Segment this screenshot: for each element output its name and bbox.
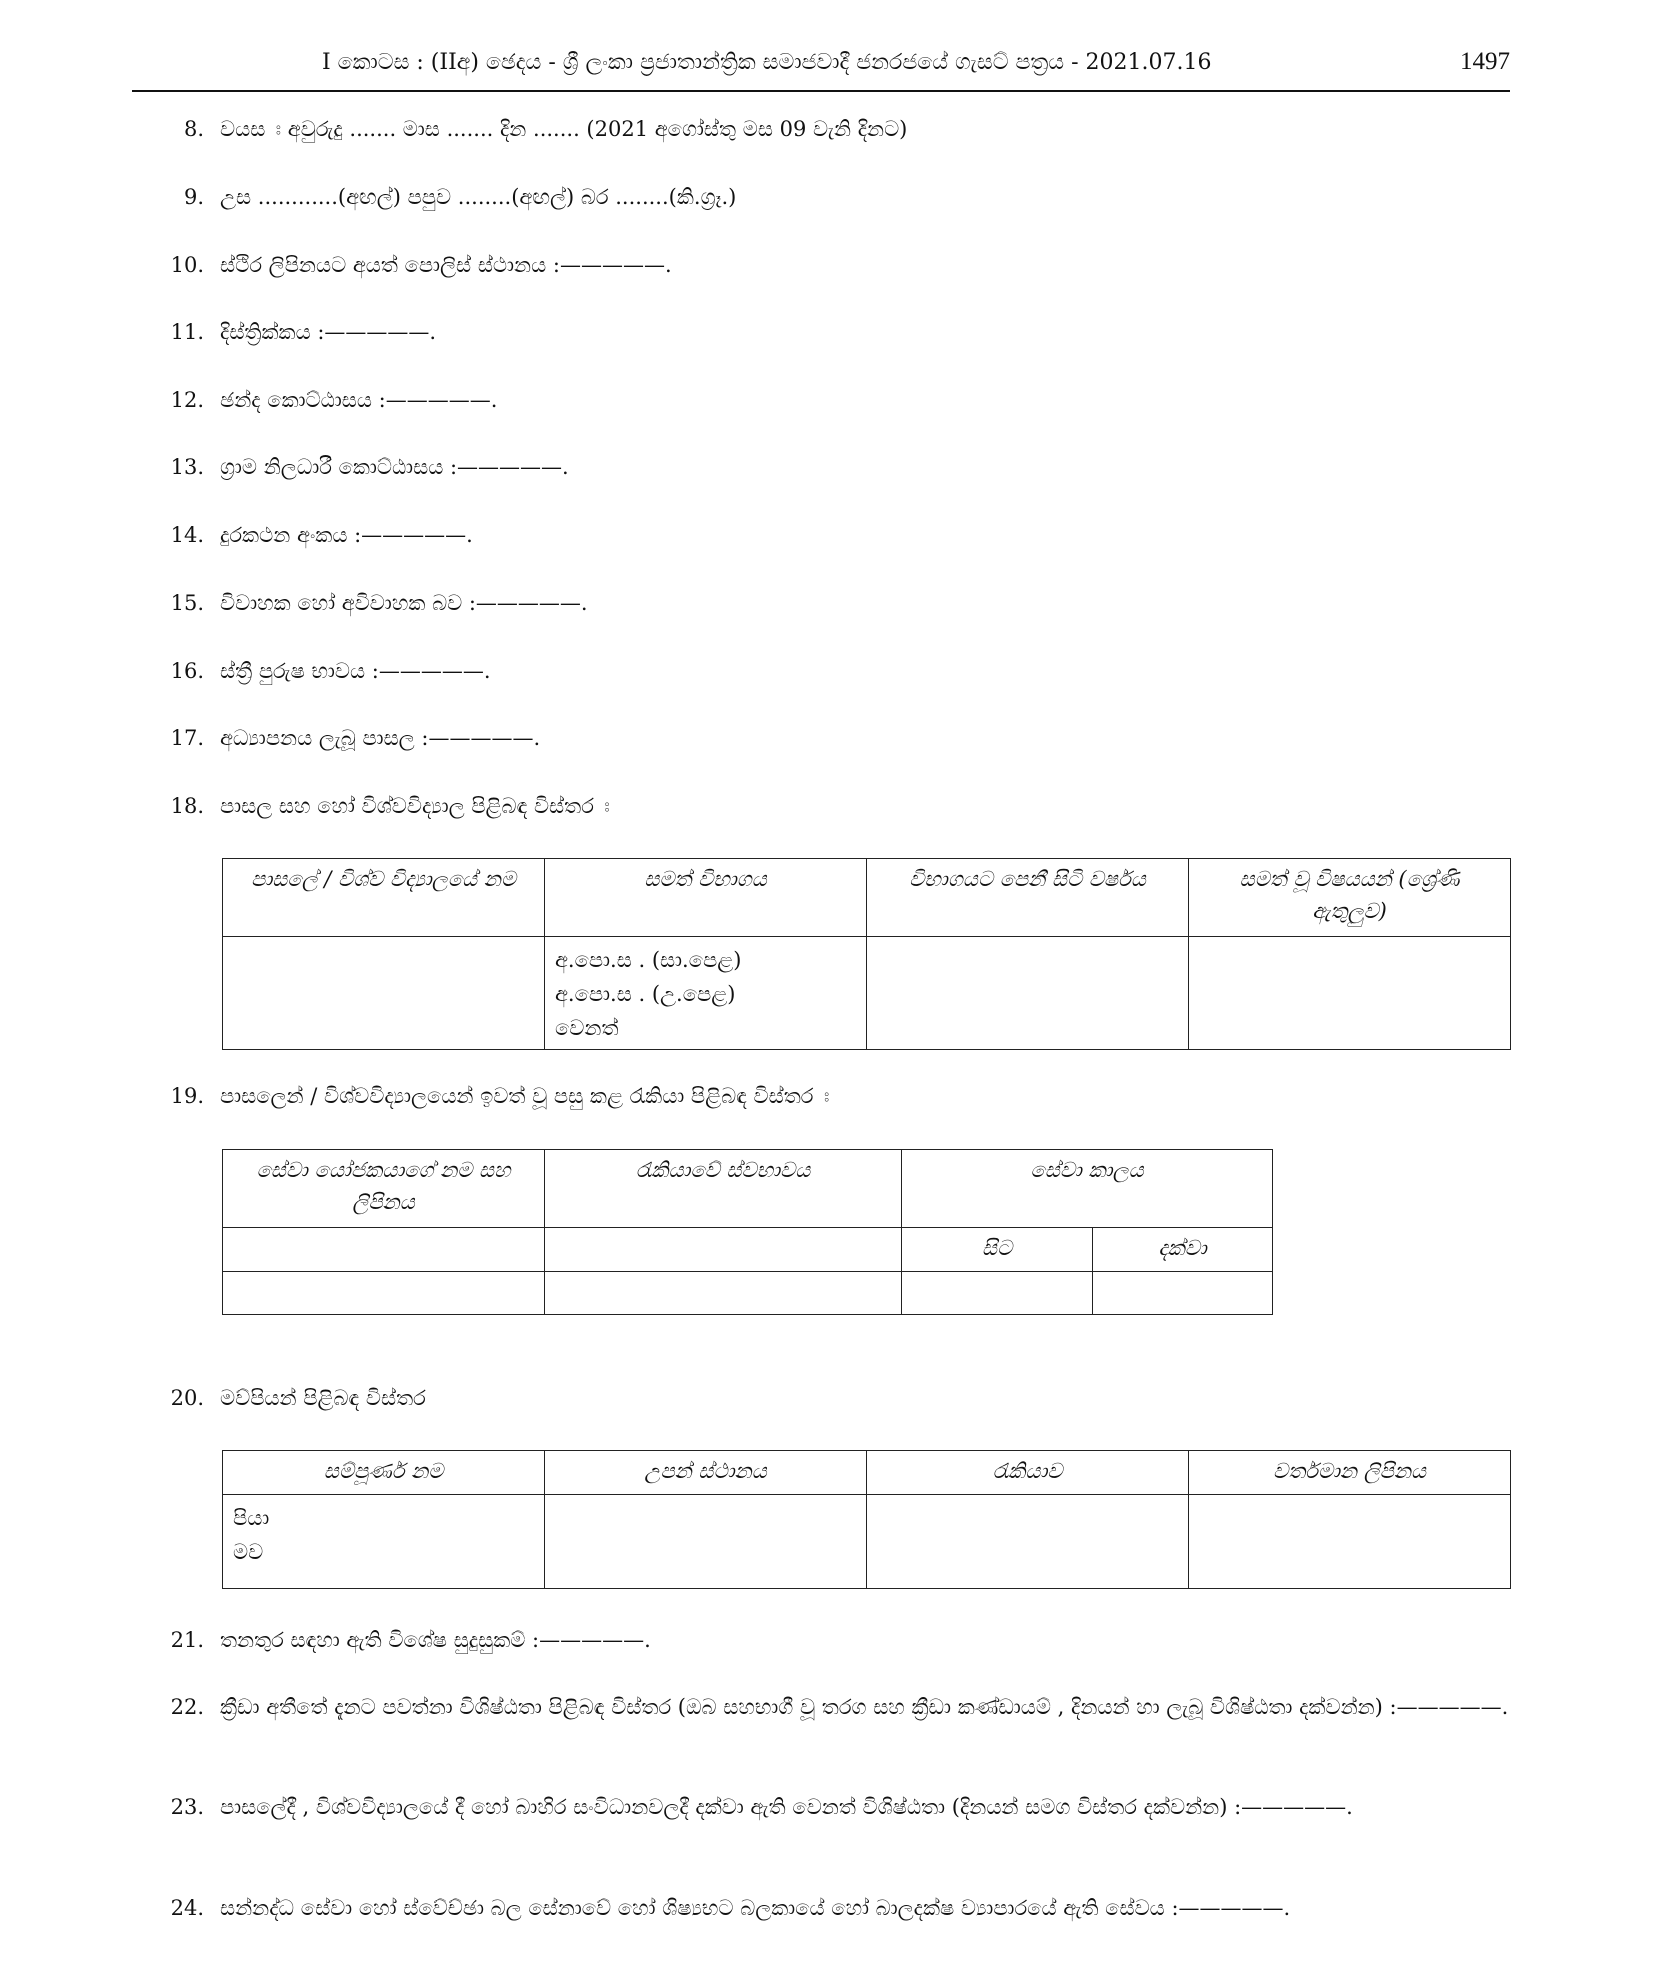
item-number: 17. <box>170 726 204 750</box>
column-header: උපන් ස්ථානය <box>545 1451 867 1495</box>
item-text: ක්‍රීඩා අතීතේ දැනට පවත්නා විශිෂ්ඨතා පිළිබඳ විස්තර (ඔබ සහභාගී වූ තරග සහ ක්‍රීඩා කණ්ඩායම් , දිනයන් හා ලැබූ විශිෂ්ඨතා දක්වන්න) :—————. <box>220 1695 1509 1719</box>
item-text: ස්ථිර ලිපිනයට අයත් පොලිස් ස්ථානය :—————. <box>220 253 672 277</box>
item-text: සන්නද්ධ සේවා හෝ ස්වේච්ඡා බල සේනාවේ හෝ ශිෂ්‍යභට බලකායේ හෝ බාලදක්ෂ ව්‍යාපාරයේ ඇති සේවය :—————. <box>220 1896 1291 1920</box>
item-text: විවාහක හෝ අවිවාහක බව :—————. <box>220 591 588 615</box>
item-number: 18. <box>170 794 204 818</box>
column-header: විභාගයට පෙනී සිටි වර්ෂය <box>867 859 1189 937</box>
table-cell[interactable] <box>545 1272 902 1315</box>
item-text: පාසලේදී , විශ්වවිද්‍යාලයේ දී හෝ බාහිර සංවිධානවලදී දක්වා ඇති වෙනත් විශිෂ්ඨතා (දිනයන් සමග විස්තර දක්වන්න) :—————. <box>220 1795 1353 1819</box>
column-header: රැකියාවේ ස්වභාවය <box>545 1150 902 1228</box>
item-number: 9. <box>183 185 204 209</box>
table-cell[interactable] <box>223 937 545 1050</box>
item-number: 10. <box>170 253 204 277</box>
exam-option: වෙනත් <box>555 1016 619 1040</box>
item-number: 21. <box>170 1628 204 1652</box>
item-number: 11. <box>170 320 204 344</box>
row-label-father: පියා <box>233 1506 270 1530</box>
subheader: දක්වා <box>1093 1228 1273 1272</box>
education-table <box>222 858 1511 1050</box>
column-header: සේවා කාලය <box>902 1150 1273 1228</box>
item-text: අධ්‍යාපනය ලැබූ පාසල :—————. <box>220 726 541 750</box>
column-header: සම්පූර්ණ නම <box>223 1451 545 1495</box>
item-number: 19. <box>170 1084 204 1108</box>
item-text: පාසලෙන් / විශ්වවිද්‍යාලයෙන් ඉවත් වූ පසු කළ රැකියා පිළිබඳ විස්තර ඃ <box>220 1084 830 1108</box>
exam-option: අ.පො.ස . (උ.පෙළ) <box>555 982 736 1006</box>
item-text: වයස ඃ අවුරුදු ....... මාස ....... දින ....... (2021 අගෝස්තු මස 09 වැනි දිනට) <box>220 117 908 141</box>
table-cell[interactable] <box>1189 1495 1511 1589</box>
page-header <box>132 44 1510 92</box>
item-number: 22. <box>170 1695 204 1719</box>
page-number: 1497 <box>1460 48 1510 75</box>
item-number: 14. <box>170 523 204 547</box>
table-cell[interactable] <box>867 1495 1189 1589</box>
item-text: ස්ත්‍රී පුරුෂ භාවය :—————. <box>220 659 491 683</box>
employment-table <box>222 1149 1273 1315</box>
item-text: පාසල සහ හෝ විශ්වවිද්‍යාල පිළිබඳ විස්තර ඃ <box>220 794 610 818</box>
parents-table <box>222 1450 1511 1589</box>
exam-cell[interactable] <box>545 937 867 1050</box>
column-header: පාසලේ / විශ්ව විද්‍යාලයේ නම <box>223 859 545 937</box>
table-cell[interactable] <box>223 1228 545 1272</box>
subheader: සිට <box>902 1228 1093 1272</box>
column-header: වර්තමාන ලිපිනය <box>1189 1451 1511 1495</box>
item-number: 16. <box>170 659 204 683</box>
table-cell[interactable] <box>545 1495 867 1589</box>
item-text: ඡන්ද කොට්ඨාසය :—————. <box>220 388 498 412</box>
item-number: 8. <box>183 117 204 141</box>
item-text: දිස්ත්‍රික්කය :—————. <box>220 320 437 344</box>
item-text: මව්පියන් පිළිබඳ විස්තර <box>220 1386 426 1410</box>
column-header: සමත් වූ විෂයයන් (ශ්‍රේණි ඇතුලුව) <box>1189 859 1511 937</box>
header-title: I කොටස : (IIඅ) ඡෙදය - ශ්‍රී ලංකා ප්‍රජාතාන්ත්‍රික සමාජවාදී ජනරජයේ ගැසට් පත්‍රය - 2021.07.16 <box>322 50 1212 75</box>
column-header: සේවා යෝජකයාගේ නම සහ ලිපිනය <box>223 1150 545 1228</box>
table-cell[interactable] <box>867 937 1189 1050</box>
table-cell[interactable] <box>545 1228 902 1272</box>
table-cell[interactable] <box>902 1272 1093 1315</box>
item-text: ග්‍රාම නිලධාරී කොට්ඨාසය :—————. <box>220 455 569 479</box>
column-header: රැකියාව <box>867 1451 1189 1495</box>
item-number: 24. <box>170 1896 204 1920</box>
column-header: සමත් විභාගය <box>545 859 867 937</box>
exam-option: අ.පො.ස . (සා.පෙළ) <box>555 948 742 972</box>
item-number: 15. <box>170 591 204 615</box>
table-cell[interactable] <box>1093 1272 1273 1315</box>
item-number: 23. <box>170 1795 204 1819</box>
item-text: දුරකථන අංකය :—————. <box>220 523 473 547</box>
item-number: 13. <box>170 455 204 479</box>
parent-label-cell[interactable] <box>223 1495 545 1589</box>
item-text: තනතුර සඳහා ඇති විශේෂ සුදුසුකම් :—————. <box>220 1628 651 1652</box>
table-cell[interactable] <box>223 1272 545 1315</box>
item-text: උස ............(අඟල්) පපුව ........(අඟල්) බර ........(කි.ග්‍රෑ.) <box>220 185 737 209</box>
table-cell[interactable] <box>1189 937 1511 1050</box>
item-number: 12. <box>170 388 204 412</box>
row-label-mother: මව <box>233 1540 264 1564</box>
item-number: 20. <box>170 1386 204 1410</box>
